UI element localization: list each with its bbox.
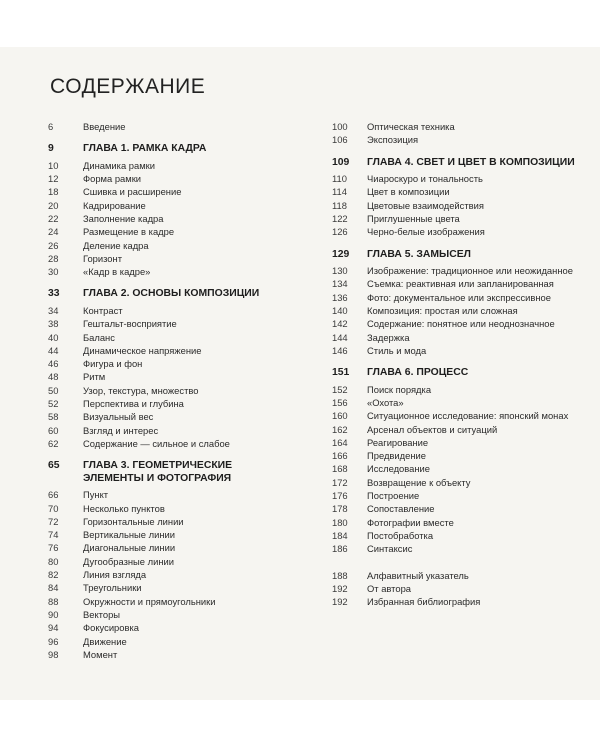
entry-title: Задержка	[367, 331, 410, 343]
toc-chapter-heading	[48, 459, 293, 485]
page-number: 46	[48, 358, 59, 370]
entry-title: Арсенал объектов и ситуаций	[367, 423, 498, 435]
chapter-title: ГЛАВА 6. ПРОЦЕСС	[367, 367, 469, 379]
toc-entry	[48, 159, 293, 172]
entry-title: Движение	[83, 635, 127, 647]
page-number: 44	[48, 344, 59, 356]
toc-entry	[48, 185, 293, 198]
entry-title: «Кадр в кадре»	[83, 266, 151, 278]
page-title: СОДЕРЖАНИЕ	[50, 75, 206, 98]
toc-entry	[48, 541, 293, 554]
page-number: 94	[48, 622, 59, 634]
page-number: 168	[332, 463, 348, 475]
toc-chapter-heading	[332, 366, 577, 380]
page-number: 160	[332, 410, 348, 422]
page-number: 106	[332, 134, 348, 146]
toc-entry	[48, 239, 293, 252]
page-number: 192	[332, 582, 348, 594]
toc-entry	[48, 515, 293, 528]
page-number: 26	[48, 239, 59, 251]
toc-entry	[332, 304, 577, 317]
toc-entry	[332, 277, 577, 290]
entry-title: Цветовые взаимодействия	[367, 199, 484, 211]
toc-entry	[48, 621, 293, 634]
entry-title: Баланс	[83, 331, 115, 343]
toc-entry	[48, 331, 293, 344]
toc-entry	[48, 595, 293, 608]
page-number: 142	[332, 318, 348, 330]
page-number: 18	[48, 186, 59, 198]
page-number: 70	[48, 502, 59, 514]
entry-title: Пункт	[83, 489, 109, 501]
page-number: 48	[48, 371, 59, 383]
toc-entry	[48, 635, 293, 648]
toc-left-column	[48, 120, 293, 661]
page-number: 28	[48, 252, 59, 264]
toc-entry	[332, 317, 577, 330]
page-number: 118	[332, 199, 347, 211]
entry-title: Предвидение	[367, 450, 426, 462]
toc-entry	[332, 264, 577, 277]
entry-title: Приглушенные цвета	[367, 212, 460, 224]
entry-title: Фокусировка	[83, 622, 139, 634]
entry-title: Дугообразные линии	[83, 555, 174, 567]
entry-title: Кадрирование	[83, 199, 146, 211]
page-number: 96	[48, 635, 59, 647]
toc-entry	[332, 449, 577, 462]
entry-title: Узор, текстура, множество	[83, 384, 199, 396]
chapter-title: ГЛАВА 3. ГЕОМЕТРИЧЕСКИЕ ЭЛЕМЕНТЫ И ФОТОГРАФИЯ	[83, 460, 233, 484]
toc-entry	[48, 384, 293, 397]
entry-title: Сопоставление	[367, 503, 435, 515]
entry-title: Форма рамки	[83, 173, 142, 185]
page-number: 186	[332, 543, 348, 555]
page-number: 66	[48, 489, 59, 501]
page-number: 172	[332, 476, 348, 488]
toc-entry	[48, 608, 293, 621]
toc-entry	[332, 409, 577, 422]
page-number: 192	[332, 596, 348, 608]
page-number: 100	[332, 121, 348, 132]
entry-title: Линия взгляда	[83, 569, 147, 581]
entry-title: Постобработка	[367, 529, 434, 541]
page-number: 109	[332, 156, 350, 168]
page-number: 22	[48, 212, 59, 224]
entry-title: Контраст	[83, 304, 123, 316]
page-number: 180	[332, 516, 348, 528]
toc-entry	[48, 502, 293, 515]
entry-title: Стиль и мода	[367, 344, 427, 356]
entry-title: Фотографии вместе	[367, 516, 454, 528]
toc-entry	[332, 582, 577, 595]
toc-entry	[48, 568, 293, 581]
page-number: 62	[48, 437, 59, 449]
page-number: 33	[48, 288, 60, 300]
page-number: 130	[332, 265, 348, 277]
entry-title: Динамика рамки	[83, 159, 155, 171]
page-number: 152	[332, 383, 348, 395]
toc-entry	[48, 252, 293, 265]
toc-entry	[48, 212, 293, 225]
entry-title: Горизонтальные линии	[83, 515, 184, 527]
toc-entry	[48, 648, 293, 661]
toc-entry	[332, 344, 577, 357]
page-number: 140	[332, 304, 348, 316]
toc-entry	[332, 516, 577, 529]
toc-entry	[332, 120, 577, 133]
entry-title: Содержание — сильное и слабое	[83, 437, 230, 449]
page-number: 76	[48, 542, 59, 554]
page-number: 82	[48, 569, 59, 581]
toc-entry	[332, 489, 577, 502]
page-number: 98	[48, 648, 59, 660]
toc-entry	[332, 212, 577, 225]
entry-title: Возвращение к объекту	[367, 476, 471, 488]
toc-entry	[48, 410, 293, 423]
entry-title: Перспектива и глубина	[83, 398, 184, 410]
page-number: 178	[332, 503, 348, 515]
toc-entry	[332, 423, 577, 436]
toc-entry	[332, 185, 577, 198]
toc-entry	[48, 397, 293, 410]
toc-entry	[332, 436, 577, 449]
page-number: 90	[48, 608, 59, 620]
page-number: 188	[332, 569, 348, 581]
page-number: 166	[332, 450, 348, 462]
entry-title: Окружности и прямоугольники	[83, 595, 216, 607]
page-number: 129	[332, 248, 350, 260]
page-number: 156	[332, 396, 348, 408]
entry-title: Ритм	[83, 371, 106, 383]
toc-entry	[332, 529, 577, 542]
toc-entry	[332, 172, 577, 185]
entry-title: Момент	[83, 648, 118, 660]
page-number: 164	[332, 436, 348, 448]
toc-entry	[48, 225, 293, 238]
toc-entry	[48, 488, 293, 501]
toc-entry	[332, 291, 577, 304]
toc-chapter-heading	[332, 248, 577, 262]
toc-chapter-heading	[332, 156, 577, 170]
page-number: 151	[332, 367, 350, 379]
entry-title: Черно-белые изображения	[367, 226, 485, 238]
entry-title: Деление кадра	[83, 239, 149, 251]
toc-entry	[332, 396, 577, 409]
toc-entry	[332, 225, 577, 238]
toc-entry	[48, 528, 293, 541]
toc-entry	[332, 476, 577, 489]
toc-entry	[332, 133, 577, 146]
entry-title: Съемка: реактивная или запланированная	[367, 278, 554, 290]
toc-entry	[48, 437, 293, 450]
page-number: 74	[48, 529, 59, 541]
toc-entry	[332, 331, 577, 344]
entry-title: Построение	[367, 490, 420, 502]
entry-title: Фото: документальное или экспрессивное	[367, 291, 551, 303]
entry-title: Композиция: простая или сложная	[367, 304, 518, 316]
entry-title: Ситуационное исследование: японский монах	[367, 410, 569, 422]
entry-title: Изображение: традиционное или неожиданное	[367, 265, 573, 277]
entry-title: Алфавитный указатель	[367, 569, 469, 581]
toc-entry	[332, 383, 577, 396]
page-number: 80	[48, 555, 59, 567]
page-number: 24	[48, 226, 59, 238]
page-number: 6	[48, 121, 54, 132]
toc-entry	[332, 462, 577, 475]
toc-entry	[48, 120, 293, 133]
toc-entry	[332, 199, 577, 212]
toc-entry	[332, 502, 577, 515]
entry-title: Визуальный вес	[83, 411, 154, 423]
entry-title: Цвет в композиции	[367, 186, 450, 198]
toc-entry	[48, 304, 293, 317]
entry-title: Взгляд и интерес	[83, 424, 159, 436]
page-number: 146	[332, 344, 348, 356]
toc-page	[0, 47, 600, 700]
entry-title: Введение	[83, 121, 126, 132]
toc-entry	[48, 357, 293, 370]
toc-entry	[48, 424, 293, 437]
toc-entry	[48, 199, 293, 212]
entry-title: Избранная библиография	[367, 596, 481, 608]
page-number: 40	[48, 331, 59, 343]
page-number: 84	[48, 582, 59, 594]
page-number: 110	[332, 173, 347, 185]
page-number: 58	[48, 411, 59, 423]
entry-title: Горизонт	[83, 252, 122, 264]
entry-title: Оптическая техника	[367, 121, 455, 132]
page-number: 52	[48, 398, 59, 410]
entry-title: Гештальт-восприятие	[83, 318, 177, 330]
page-number: 30	[48, 266, 59, 278]
toc-entry	[332, 595, 577, 608]
page-number: 72	[48, 515, 59, 527]
entry-title: Динамическое напряжение	[83, 344, 202, 356]
toc-entry	[48, 581, 293, 594]
page-number: 20	[48, 199, 59, 211]
page-number: 60	[48, 424, 59, 436]
page-number: 88	[48, 595, 59, 607]
entry-title: «Охота»	[367, 396, 404, 408]
entry-title: От автора	[367, 582, 412, 594]
entry-title: Треугольники	[83, 582, 142, 594]
entry-title: Сшивка и расширение	[83, 186, 182, 198]
entry-title: Экспозиция	[367, 134, 419, 146]
entry-title: Исследование	[367, 463, 430, 475]
page-number: 122	[332, 212, 348, 224]
toc-entry	[48, 370, 293, 383]
entry-title: Синтаксис	[367, 543, 413, 555]
entry-title: Чиароскуро и тональность	[367, 173, 483, 185]
page-number: 144	[332, 331, 348, 343]
entry-title: Вертикальные линии	[83, 529, 175, 541]
chapter-title: ГЛАВА 5. ЗАМЫСЕЛ	[367, 248, 471, 260]
page-number: 114	[332, 186, 347, 198]
chapter-title: ГЛАВА 4. СВЕТ И ЦВЕТ В КОМПОЗИЦИИ	[367, 156, 575, 168]
page-number: 184	[332, 529, 348, 541]
page-number: 65	[48, 460, 60, 472]
toc-right-column	[332, 120, 577, 608]
toc-chapter-heading	[48, 287, 293, 301]
entry-title: Векторы	[83, 608, 121, 620]
toc-entry	[48, 172, 293, 185]
entry-title: Поиск порядка	[367, 383, 432, 395]
page-number: 10	[48, 159, 59, 171]
entry-title: Реагирование	[367, 436, 429, 448]
page-number: 126	[332, 226, 348, 238]
page-number: 38	[48, 318, 59, 330]
toc-entry	[48, 317, 293, 330]
entry-title: Диагональные линии	[83, 542, 176, 554]
entry-title: Фигура и фон	[83, 358, 143, 370]
page-number: 134	[332, 278, 348, 290]
toc-entry	[48, 265, 293, 278]
chapter-title: ГЛАВА 2. ОСНОВЫ КОМПОЗИЦИИ	[83, 288, 260, 300]
chapter-title: ГЛАВА 1. РАМКА КАДРА	[83, 143, 207, 155]
entry-title: Заполнение кадра	[83, 212, 164, 224]
page-number: 50	[48, 384, 59, 396]
toc-entry	[332, 569, 577, 582]
page-number: 162	[332, 423, 348, 435]
entry-title: Размещение в кадре	[83, 226, 175, 238]
toc-chapter-heading	[48, 142, 293, 156]
page-number: 176	[332, 490, 348, 502]
page-number: 136	[332, 291, 348, 303]
entry-title: Несколько пунктов	[83, 502, 165, 514]
toc-entry	[48, 344, 293, 357]
page-number: 34	[48, 304, 59, 316]
toc-entry	[332, 542, 577, 555]
toc-entry	[48, 555, 293, 568]
page-number: 12	[48, 173, 59, 185]
entry-title: Содержание: понятное или неоднозначное	[367, 318, 555, 330]
page-number: 9	[48, 143, 54, 155]
